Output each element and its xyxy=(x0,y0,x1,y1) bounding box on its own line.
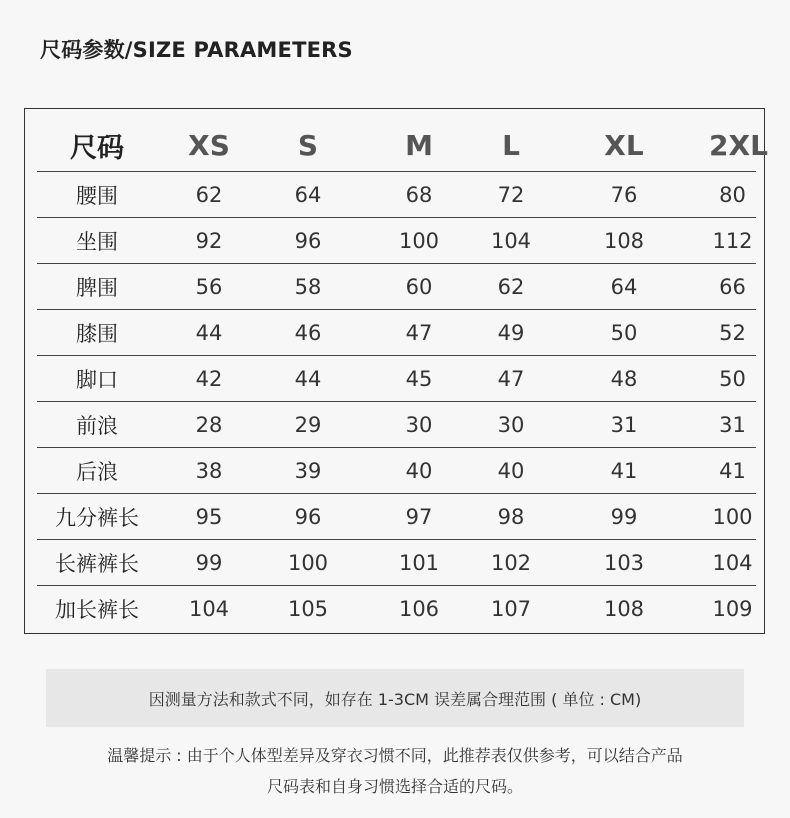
table-row xyxy=(37,310,756,356)
table-cell: 50 xyxy=(539,310,709,356)
table-cell: 52 xyxy=(709,310,756,356)
table-cell: 39 xyxy=(261,448,355,494)
table-cell: 80 xyxy=(709,172,756,218)
table-cell: 107 xyxy=(490,596,532,621)
table-cell: 40 xyxy=(355,448,483,494)
table-row xyxy=(37,494,756,540)
row-label: 长裤裤长 xyxy=(37,540,157,586)
table-cell: 44 xyxy=(261,356,355,402)
table-cell: 49 xyxy=(483,310,539,356)
size-table-frame xyxy=(24,108,768,634)
header-size-2xl: 2XL xyxy=(709,120,756,172)
table-cell: 72 xyxy=(483,172,539,218)
table-cell: 103 xyxy=(539,540,709,586)
table-row xyxy=(37,540,756,586)
table-cell: 30 xyxy=(483,402,539,448)
table-cell: 45 xyxy=(355,356,483,402)
row-label: 前浪 xyxy=(37,402,157,448)
table-cell: 108 xyxy=(603,596,645,621)
table-cell: 47 xyxy=(483,356,539,402)
table-cell: 100 xyxy=(355,218,483,264)
table-cell: 41 xyxy=(709,448,756,494)
table-cell: 48 xyxy=(539,356,709,402)
row-label: 腰围 xyxy=(37,172,157,218)
table-row xyxy=(37,264,756,310)
row-label: 加长裤长 xyxy=(55,597,139,622)
table-cell: 99 xyxy=(157,540,261,586)
header-size-xl: XL xyxy=(539,120,709,172)
table-row xyxy=(37,172,756,218)
row-label: 脾围 xyxy=(37,264,157,310)
table-cell: 38 xyxy=(157,448,261,494)
table-cell: 66 xyxy=(709,264,756,310)
table-row xyxy=(37,586,756,632)
table-cell: 28 xyxy=(157,402,261,448)
table-cell: 68 xyxy=(355,172,483,218)
table-cell: 97 xyxy=(355,494,483,540)
table-cell: 76 xyxy=(539,172,709,218)
table-cell: 95 xyxy=(157,494,261,540)
table-cell: 60 xyxy=(355,264,483,310)
table-cell: 40 xyxy=(483,448,539,494)
row-label: 脚口 xyxy=(37,356,157,402)
header-size-l: L xyxy=(483,120,539,172)
table-cell: 104 xyxy=(709,540,756,586)
table-cell: 58 xyxy=(261,264,355,310)
table-cell: 42 xyxy=(157,356,261,402)
table-cell: 31 xyxy=(709,402,756,448)
table-cell: 50 xyxy=(709,356,756,402)
table-cell: 100 xyxy=(261,540,355,586)
row-label: 膝围 xyxy=(37,310,157,356)
table-cell: 62 xyxy=(157,172,261,218)
tip-line-1: 温馨提示 : 由于个人体型差异及穿衣习惯不同，此推荐表仅供参考，可以结合产品 xyxy=(107,746,683,765)
table-cell: 47 xyxy=(355,310,483,356)
table-cell: 62 xyxy=(483,264,539,310)
row-label: 后浪 xyxy=(37,448,157,494)
table-row xyxy=(37,356,756,402)
table-cell: 99 xyxy=(539,494,709,540)
table-cell: 96 xyxy=(261,218,355,264)
header-size-xs: XS xyxy=(157,120,261,172)
header-size-label: 尺码 xyxy=(37,120,157,172)
table-cell: 105 xyxy=(287,596,329,621)
header-size-s: S xyxy=(261,120,355,172)
table-cell: 46 xyxy=(261,310,355,356)
table-cell: 64 xyxy=(539,264,709,310)
table-cell: 109 xyxy=(712,596,753,621)
row-label: 坐围 xyxy=(37,218,157,264)
page-title: 尺码参数/SIZE PARAMETERS xyxy=(40,38,353,62)
measurement-note: 因测量方法和款式不同，如存在 1-3CM 误差属合理范围 ( 单位 : CM) xyxy=(46,669,744,727)
table-header-row xyxy=(37,120,756,172)
table-cell: 56 xyxy=(157,264,261,310)
table-cell: 102 xyxy=(483,540,539,586)
tip-line-2: 尺码表和自身习惯选择合适的尺码。 xyxy=(266,777,523,796)
table-row xyxy=(37,402,756,448)
table-cell: 101 xyxy=(355,540,483,586)
table-cell: 100 xyxy=(709,494,756,540)
size-table xyxy=(37,120,768,631)
table-cell: 29 xyxy=(261,402,355,448)
table-row xyxy=(37,448,756,494)
table-cell: 104 xyxy=(483,218,539,264)
table-cell: 31 xyxy=(539,402,709,448)
table-cell: 112 xyxy=(709,218,756,264)
table-cell: 108 xyxy=(539,218,709,264)
table-cell: 30 xyxy=(355,402,483,448)
header-size-m: M xyxy=(355,120,483,172)
table-cell: 96 xyxy=(261,494,355,540)
table-row xyxy=(37,218,756,264)
table-cell: 44 xyxy=(157,310,261,356)
row-label: 九分裤长 xyxy=(37,494,157,540)
table-cell: 104 xyxy=(188,596,230,621)
table-cell: 41 xyxy=(539,448,709,494)
table-cell: 64 xyxy=(261,172,355,218)
table-cell: 92 xyxy=(157,218,261,264)
table-cell: 106 xyxy=(398,596,440,621)
table-cell: 98 xyxy=(483,494,539,540)
